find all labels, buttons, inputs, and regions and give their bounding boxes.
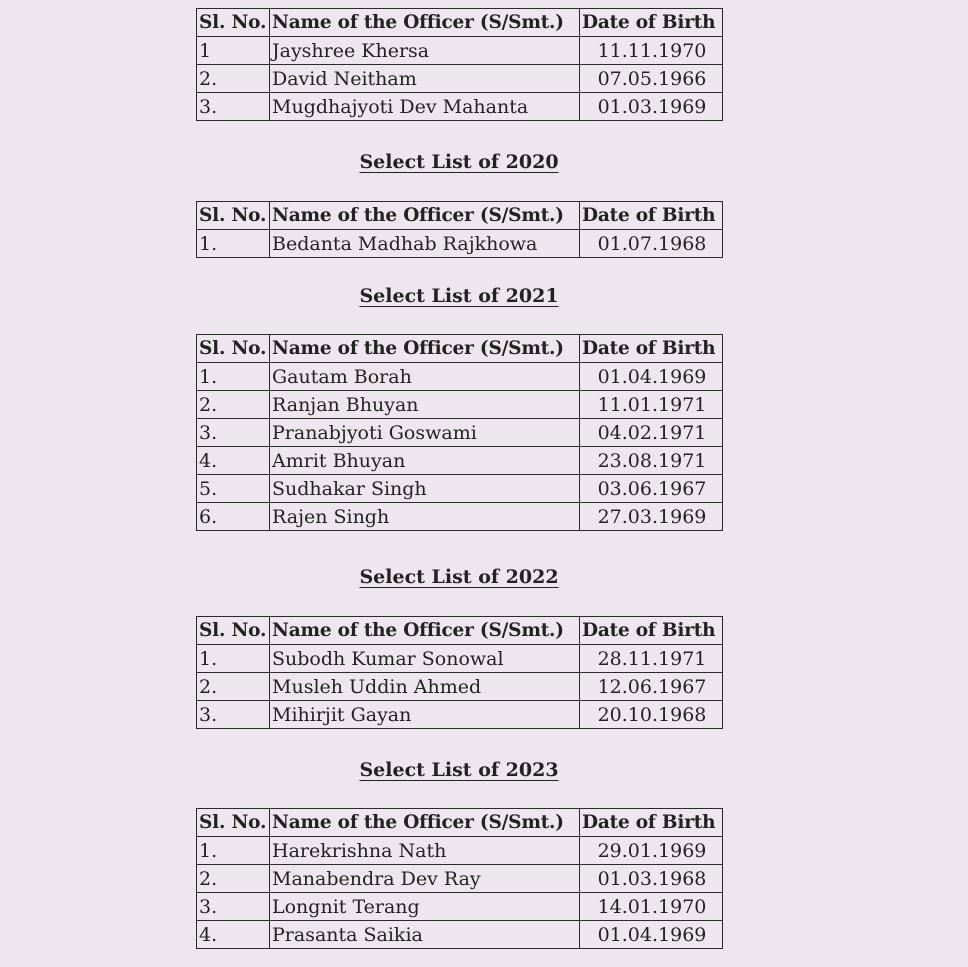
- officer-table-2021: [196, 334, 723, 531]
- header-date-of-birth: Date of Birth: [580, 617, 723, 645]
- table-row: [197, 37, 723, 65]
- date-of-birth-cell: 29.01.1969: [580, 837, 723, 865]
- date-of-birth-cell: 20.10.1968: [580, 701, 723, 729]
- table-row: [197, 65, 723, 93]
- table-row: [197, 447, 723, 475]
- table-row: [197, 921, 723, 949]
- officer-table-2022: [196, 616, 723, 729]
- section-heading-2022: Select List of 2022: [359, 566, 559, 588]
- date-of-birth-cell: 12.06.1967: [580, 673, 723, 701]
- table-row: [197, 673, 723, 701]
- table-row: [197, 391, 723, 419]
- date-of-birth-cell: 01.07.1968: [580, 230, 723, 258]
- officer-name-cell: Pranabjyoti Goswami: [270, 419, 580, 447]
- officer-table-previous: [196, 8, 723, 121]
- sl-no-cell: 3.: [197, 419, 270, 447]
- header-sl-no: Sl. No.: [197, 617, 270, 645]
- header-sl-no: Sl. No.: [197, 202, 270, 230]
- header-date-of-birth: Date of Birth: [580, 202, 723, 230]
- date-of-birth-cell: 14.01.1970: [580, 893, 723, 921]
- officer-name-cell: Mugdhajyoti Dev Mahanta: [270, 93, 580, 121]
- sl-no-cell: 1.: [197, 837, 270, 865]
- sl-no-cell: 2.: [197, 673, 270, 701]
- table-header-row: [197, 9, 723, 37]
- date-of-birth-cell: 01.04.1969: [580, 363, 723, 391]
- table-row: [197, 701, 723, 729]
- officer-name-cell: Ranjan Bhuyan: [270, 391, 580, 419]
- table-header-row: [197, 335, 723, 363]
- header-sl-no: Sl. No.: [197, 335, 270, 363]
- table-row: [197, 503, 723, 531]
- officer-name-cell: Rajen Singh: [270, 503, 580, 531]
- header-officer-name: Name of the Officer (S/Smt.): [270, 335, 580, 363]
- officer-name-cell: Harekrishna Nath: [270, 837, 580, 865]
- officer-name-cell: David Neitham: [270, 65, 580, 93]
- table-row: [197, 893, 723, 921]
- officer-name-cell: Subodh Kumar Sonowal: [270, 645, 580, 673]
- date-of-birth-cell: 11.01.1971: [580, 391, 723, 419]
- table-row: [197, 865, 723, 893]
- date-of-birth-cell: 23.08.1971: [580, 447, 723, 475]
- officer-name-cell: Bedanta Madhab Rajkhowa: [270, 230, 580, 258]
- table-row: [197, 645, 723, 673]
- sl-no-cell: 3.: [197, 701, 270, 729]
- table-header-row: [197, 617, 723, 645]
- date-of-birth-cell: 11.11.1970: [580, 37, 723, 65]
- header-officer-name: Name of the Officer (S/Smt.): [270, 202, 580, 230]
- date-of-birth-cell: 01.03.1968: [580, 865, 723, 893]
- officer-table-2023: [196, 808, 723, 949]
- sl-no-cell: 4.: [197, 921, 270, 949]
- date-of-birth-cell: 03.06.1967: [580, 475, 723, 503]
- section-heading-2023: Select List of 2023: [359, 759, 559, 781]
- header-officer-name: Name of the Officer (S/Smt.): [270, 809, 580, 837]
- table-header-row: [197, 809, 723, 837]
- sl-no-cell: 2.: [197, 391, 270, 419]
- sl-no-cell: 1.: [197, 230, 270, 258]
- officer-name-cell: Prasanta Saikia: [270, 921, 580, 949]
- header-sl-no: Sl. No.: [197, 809, 270, 837]
- section-heading-2020: Select List of 2020: [359, 151, 559, 173]
- sl-no-cell: 1: [197, 37, 270, 65]
- officer-name-cell: Jayshree Khersa: [270, 37, 580, 65]
- header-date-of-birth: Date of Birth: [580, 9, 723, 37]
- table-row: [197, 475, 723, 503]
- date-of-birth-cell: 07.05.1966: [580, 65, 723, 93]
- section-heading-2021: Select List of 2021: [359, 285, 559, 307]
- sl-no-cell: 4.: [197, 447, 270, 475]
- officer-name-cell: Musleh Uddin Ahmed: [270, 673, 580, 701]
- officer-name-cell: Mihirjit Gayan: [270, 701, 580, 729]
- sl-no-cell: 2.: [197, 65, 270, 93]
- date-of-birth-cell: 28.11.1971: [580, 645, 723, 673]
- date-of-birth-cell: 01.03.1969: [580, 93, 723, 121]
- table-header-row: [197, 202, 723, 230]
- header-sl-no: Sl. No.: [197, 9, 270, 37]
- header-date-of-birth: Date of Birth: [580, 809, 723, 837]
- officer-name-cell: Amrit Bhuyan: [270, 447, 580, 475]
- officer-name-cell: Sudhakar Singh: [270, 475, 580, 503]
- table-row: [197, 837, 723, 865]
- officer-name-cell: Gautam Borah: [270, 363, 580, 391]
- sl-no-cell: 3.: [197, 893, 270, 921]
- sl-no-cell: 2.: [197, 865, 270, 893]
- date-of-birth-cell: 04.02.1971: [580, 419, 723, 447]
- header-date-of-birth: Date of Birth: [580, 335, 723, 363]
- table-row: [197, 230, 723, 258]
- date-of-birth-cell: 27.03.1969: [580, 503, 723, 531]
- officer-name-cell: Longnit Terang: [270, 893, 580, 921]
- officer-table-2020: [196, 201, 723, 258]
- sl-no-cell: 6.: [197, 503, 270, 531]
- sl-no-cell: 5.: [197, 475, 270, 503]
- table-row: [197, 93, 723, 121]
- header-officer-name: Name of the Officer (S/Smt.): [270, 9, 580, 37]
- sl-no-cell: 3.: [197, 93, 270, 121]
- date-of-birth-cell: 01.04.1969: [580, 921, 723, 949]
- table-row: [197, 363, 723, 391]
- sl-no-cell: 1.: [197, 363, 270, 391]
- officer-name-cell: Manabendra Dev Ray: [270, 865, 580, 893]
- header-officer-name: Name of the Officer (S/Smt.): [270, 617, 580, 645]
- sl-no-cell: 1.: [197, 645, 270, 673]
- table-row: [197, 419, 723, 447]
